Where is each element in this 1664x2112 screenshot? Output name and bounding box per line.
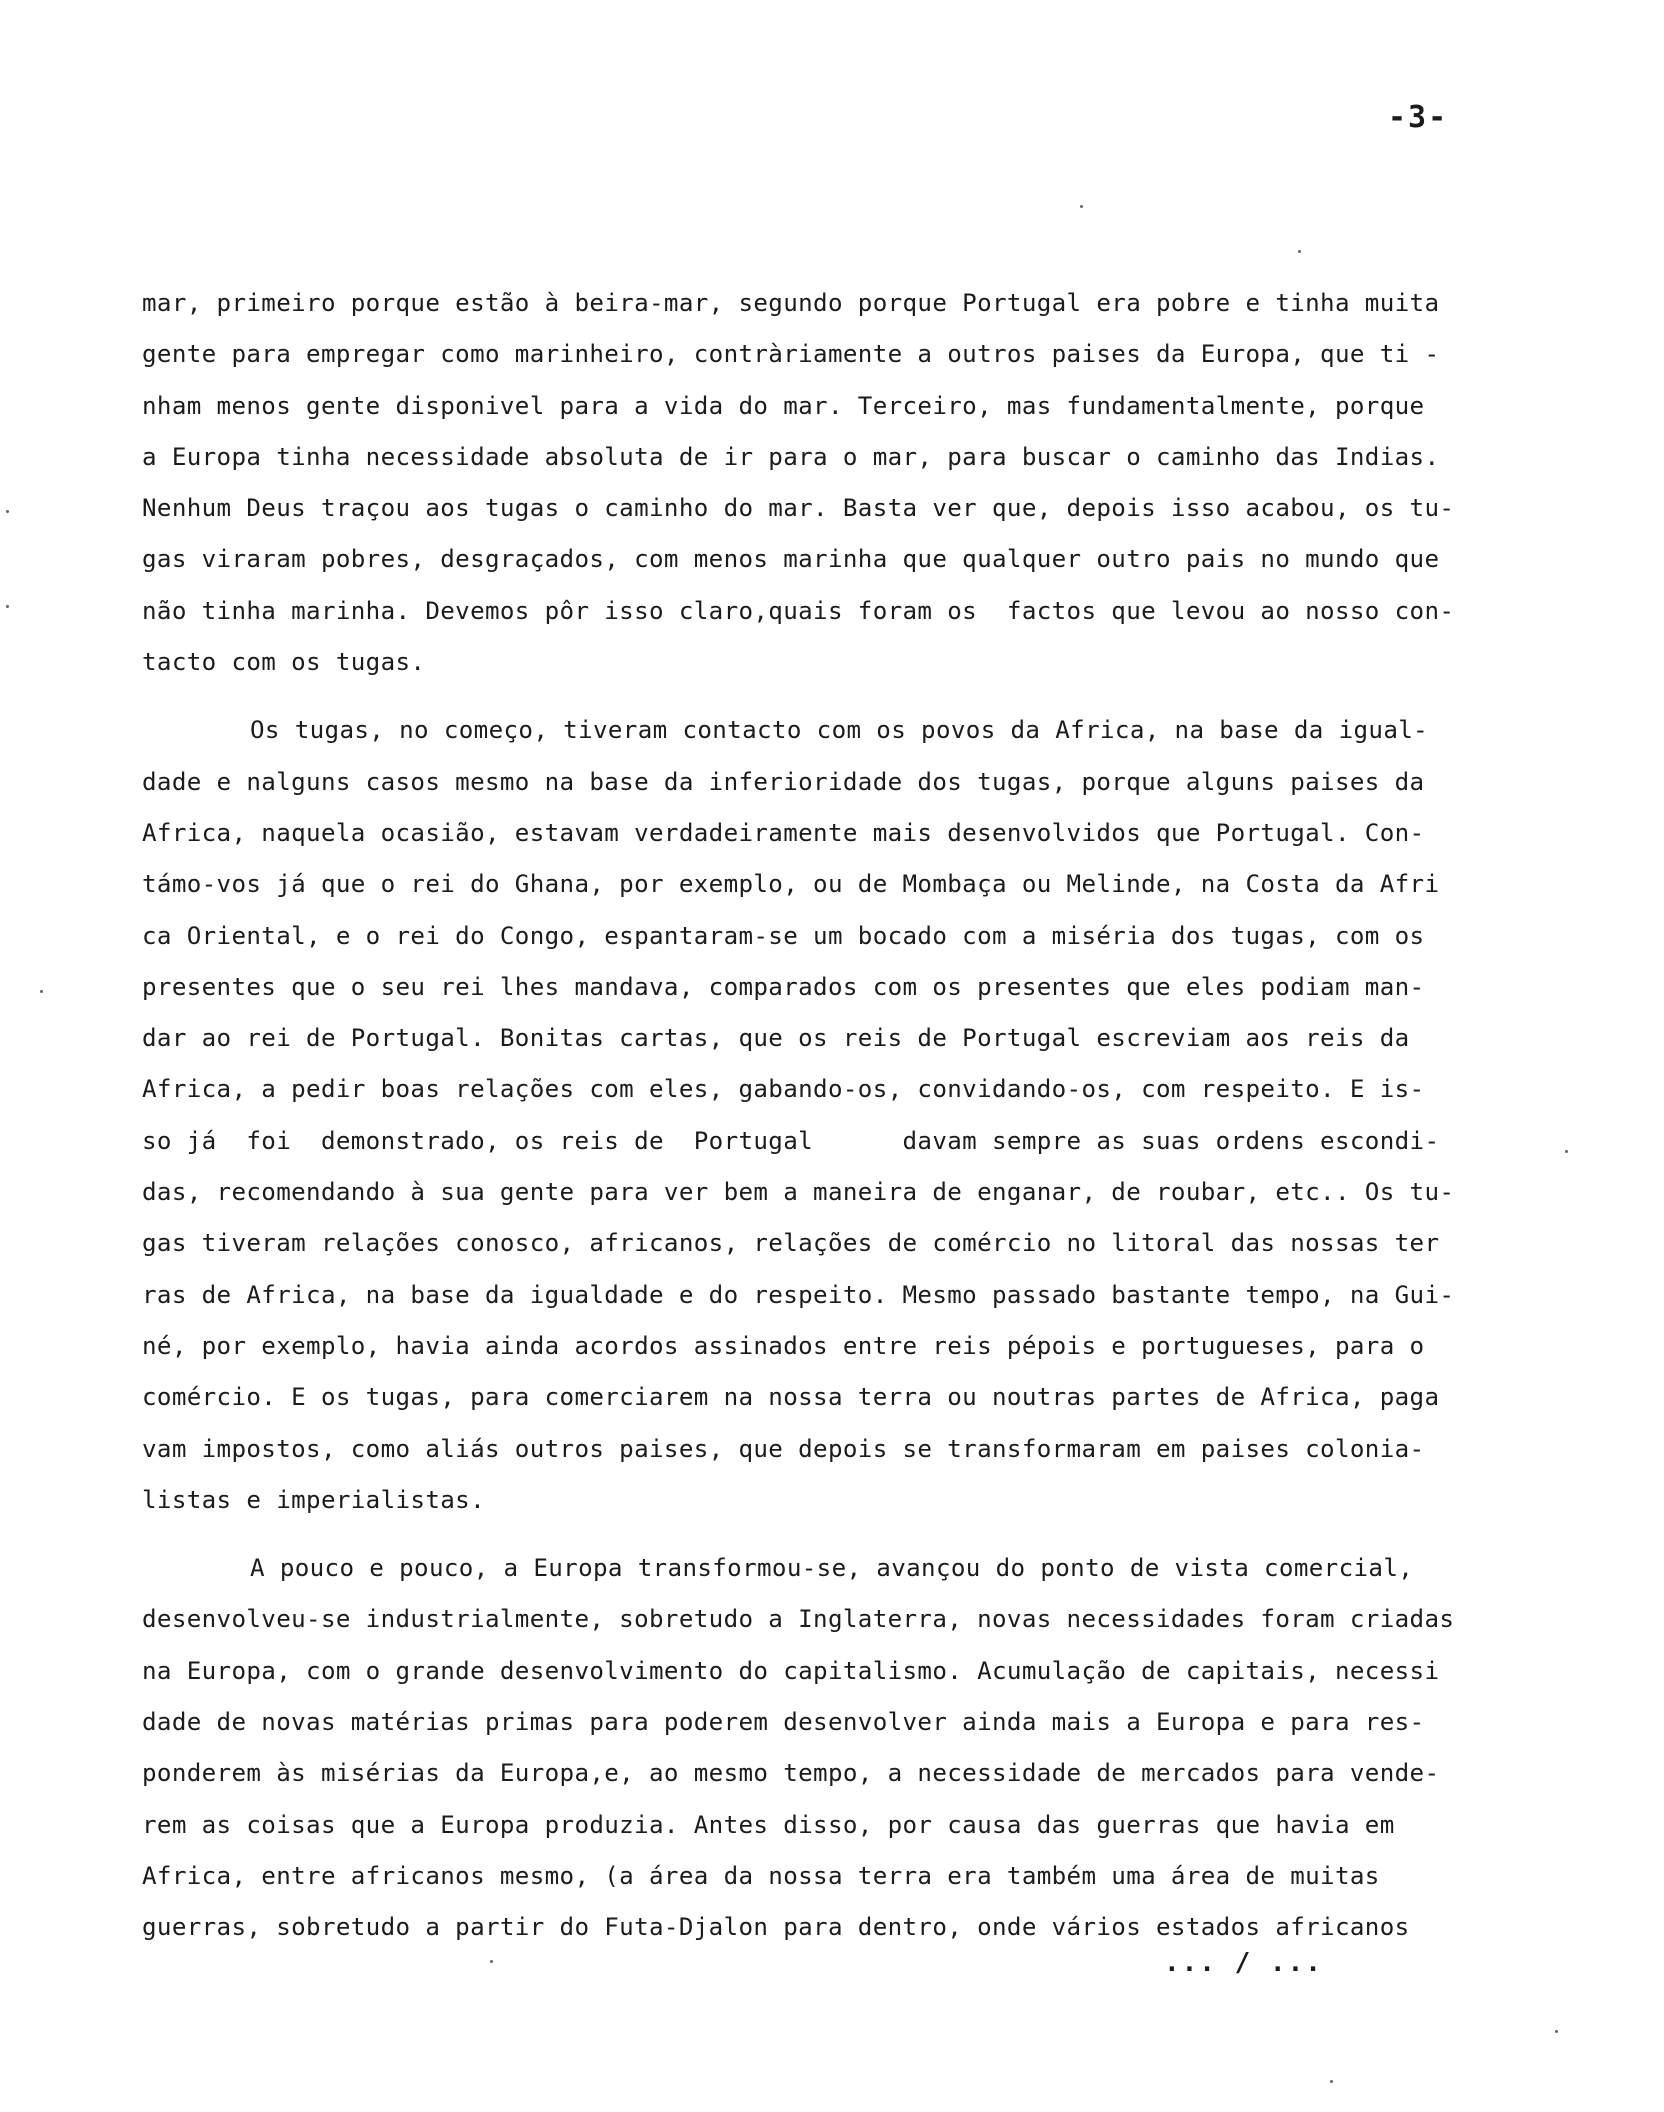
text-line: Africa, a pedir boas relações com eles, gabando-os, convidando-os, com respeito. E is- (142, 1075, 1425, 1104)
text-line: tacto com os tugas. (142, 648, 426, 677)
text-line: listas e imperialistas. (142, 1485, 485, 1514)
text-line: comércio. E os tugas, para comerciarem na nossa terra ou noutras partes de Africa, paga (142, 1383, 1440, 1412)
scan-speck (1080, 205, 1083, 208)
text-line: mar, primeiro porque estão à beira-mar, segundo porque Portugal era pobre e tinha muita (142, 289, 1440, 317)
text-line: dade e nalguns casos mesmo na base da inferioridade dos tugas, porque alguns paises da (142, 767, 1425, 796)
text-line: Os tugas, no começo, tiveram contacto com os povos da Africa, na base da igual- (250, 716, 1429, 745)
text-line: guerras, sobretudo a partir do Futa-Djalon para dentro, onde vários estados africanos (142, 1913, 1410, 1942)
text-line: vam impostos, como aliás outros paises, que depois se transformaram em paises colonia- (142, 1434, 1425, 1463)
text-line: nham menos gente disponivel para a vida do mar. Terceiro, mas fundamentalmente, porque (142, 391, 1425, 420)
text-line: so já foi demonstrado, os reis de Portugal davam sempre as suas ordens escondi- (142, 1126, 1440, 1155)
text-line: presentes que o seu rei lhes mandava, comparados com os presentes que eles podiam man- (142, 972, 1425, 1001)
scan-speck (1565, 1150, 1568, 1153)
paragraph-1 (142, 278, 1537, 688)
scan-speck (40, 990, 43, 993)
text-line: dade de novas matérias primas para poderem desenvolver ainda mais a Europa e para res- (142, 1708, 1425, 1737)
continuation-marker: ... / ... (1164, 1948, 1323, 1978)
scan-speck (6, 510, 9, 513)
paragraph-3 (142, 1543, 1537, 1953)
paragraph-2 (142, 705, 1537, 1526)
text-line: gente para empregar como marinheiro, contràriamente a outros paises da Europa, que ti - (142, 340, 1440, 369)
scan-speck (490, 1960, 493, 1963)
text-line: rem as coisas que a Europa produzia. Antes disso, por causa das guerras que havia em (142, 1810, 1395, 1839)
text-line: gas viraram pobres, desgraçados, com menos marinha que qualquer outro pais no mundo que (142, 545, 1440, 574)
scan-speck (1555, 2030, 1558, 2033)
paragraph-gap (142, 1526, 1537, 1543)
text-line: né, por exemplo, havia ainda acordos assinados entre reis pépois e portugueses, para o (142, 1331, 1425, 1360)
text-line: das, recomendando à sua gente para ver bem a maneira de enganar, de roubar, etc.. Os tu- (142, 1178, 1455, 1207)
text-line: A pouco e pouco, a Europa transformou-se, avançou do ponto de vista comercial, (250, 1554, 1414, 1583)
text-line: dar ao rei de Portugal. Bonitas cartas, que os reis de Portugal escreviam aos reis da (142, 1024, 1410, 1053)
text-line: Africa, naquela ocasião, estavam verdadeiramente mais desenvolvidos que Portugal. Con- (142, 818, 1425, 847)
scan-speck (1298, 250, 1301, 253)
text-line: desenvolveu-se industrialmente, sobretudo a Inglaterra, novas necessidades foram criadas (142, 1605, 1455, 1634)
text-line: Africa, entre africanos mesmo, (a área da nossa terra era também uma área de muitas (142, 1861, 1380, 1890)
scan-speck (6, 605, 9, 608)
text-line: ca Oriental, e o rei do Congo, espantaram-se um bocado com a miséria dos tugas, com os (142, 921, 1425, 950)
text-line: não tinha marinha. Devemos pôr isso claro,quais foram os factos que levou ao nosso con- (142, 596, 1455, 625)
paragraph-gap (142, 688, 1537, 705)
scan-speck (1330, 2080, 1333, 2083)
text-line: gas tiveram relações conosco, africanos, relações de comércio no litoral das nossas ter (142, 1229, 1440, 1258)
text-line: ras de Africa, na base da igualdade e do respeito. Mesmo passado bastante tempo, na Gui- (142, 1280, 1455, 1309)
text-line: a Europa tinha necessidade absoluta de ir para o mar, para buscar o caminho das Indias. (142, 442, 1440, 471)
body-text (142, 278, 1537, 1954)
text-line: támo-vos já que o rei do Ghana, por exemplo, ou de Mombaça ou Melinde, na Costa da Afri (142, 870, 1440, 899)
text-line: ponderem às misérias da Europa,e, ao mesmo tempo, a necessidade de mercados para vende- (142, 1759, 1440, 1788)
text-line: na Europa, com o grande desenvolvimento do capitalismo. Acumulação de capitais, necessi (142, 1656, 1440, 1685)
text-line: Nenhum Deus traçou aos tugas o caminho do mar. Basta ver que, depois isso acabou, os tu- (142, 494, 1455, 523)
page-number: -3- (1388, 100, 1449, 135)
